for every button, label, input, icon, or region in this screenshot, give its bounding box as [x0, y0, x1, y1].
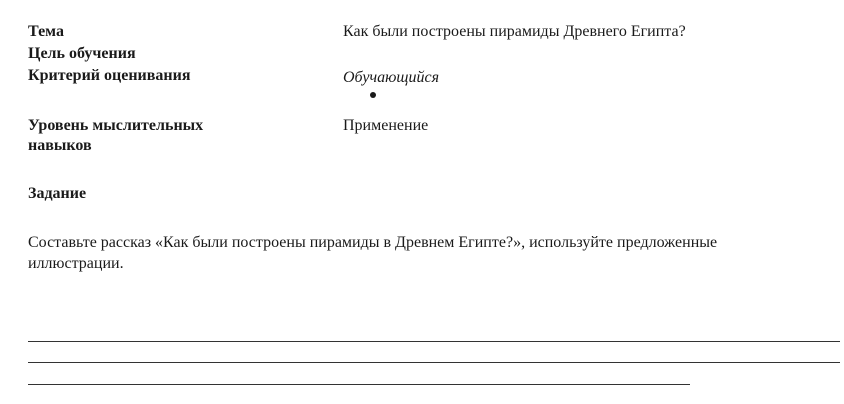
assessment-criteria-value: Обучающийся — [343, 69, 440, 86]
thinking-level-value: Применение — [343, 117, 429, 134]
thinking-level-label-line1: Уровень мыслительных — [28, 117, 204, 134]
topic-label: Тема — [28, 23, 64, 40]
task-text: Составьте рассказ «Как были построены пирамиды в Древнем Египте?», используйте предложенные иллюстрации. — [28, 234, 718, 272]
task-heading: Задание — [28, 185, 87, 202]
bullet-point — [370, 92, 376, 98]
assessment-criteria-label: Критерий оценивания — [28, 67, 191, 84]
answer-line — [28, 341, 840, 342]
learning-goal-label: Цель обучения — [28, 45, 136, 62]
thinking-level-label-line2: навыков — [28, 137, 92, 154]
answer-line — [28, 362, 840, 363]
topic-value: Как были построены пирамиды Древнего Египта? — [343, 23, 686, 40]
answer-line — [28, 384, 690, 385]
